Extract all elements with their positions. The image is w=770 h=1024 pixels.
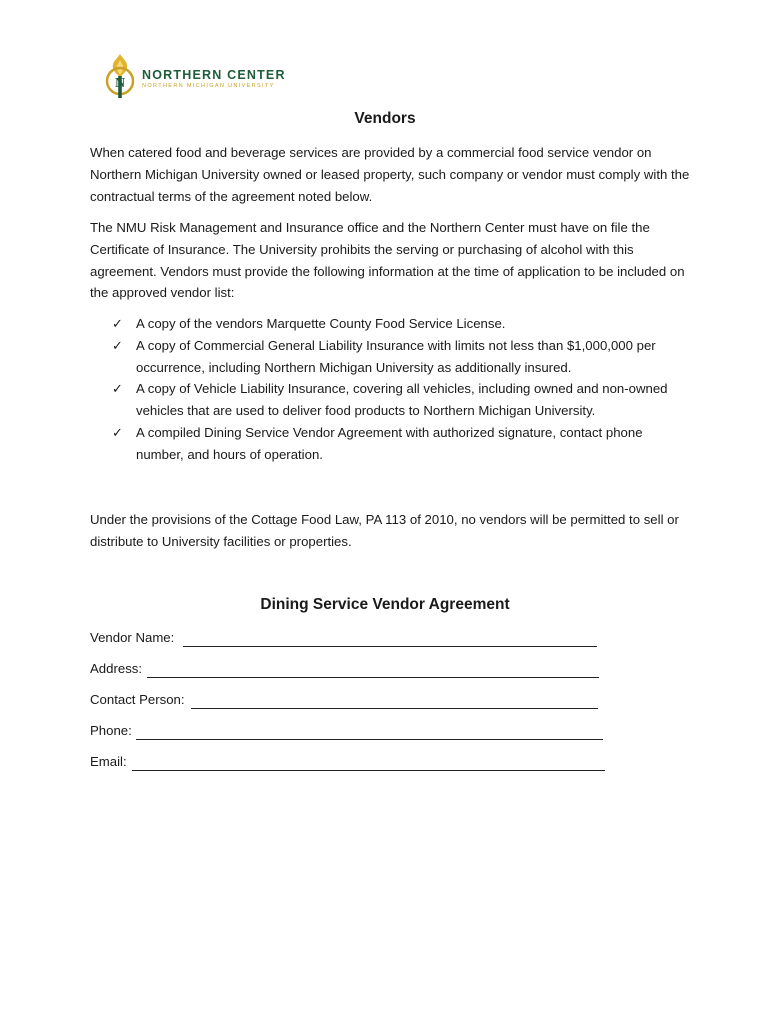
address-field[interactable] [147,677,599,678]
checklist-item-text: A copy of Vehicle Liability Insurance, covering all vehicles, including owned and non-owned vehicles that are used to deliver food products to Northern Michigan University. [136,381,668,419]
phone-field[interactable] [136,739,603,740]
contact-person-label: Contact Person: [90,692,185,707]
contact-person-field[interactable] [191,708,598,709]
logo-mark-letter: N [114,76,126,91]
nmu-torch-logo-icon [100,52,140,100]
form-row-contact-person [90,689,610,720]
cottage-food-paragraph: Under the provisions of the Cottage Food Law, PA 113 of 2010, no vendors will be permitted to sell or distribute to University facilities or properties. [90,512,679,549]
checklist-item-text: A copy of Commercial General Liability Insurance with limits not less than $1,000,000 per occurrence, including Northern Michigan University as additionally insured. [136,337,656,375]
vendor-agreement-form [90,627,610,782]
form-row-vendor-name [90,627,610,658]
vendor-name-field[interactable] [183,646,597,647]
requirements-paragraph: The NMU Risk Management and Insurance office and the Northern Center must have on file the Certificate of Insurance. The University prohibits the serving or purchasing of alcohol with this agreement. Vendors must provide the following information at the time of application to be included on the approved vendor list: [90,220,685,301]
checklist-item-text: A compiled Dining Service Vendor Agreement with authorized signature, contact phone number, and hours of operation. [136,424,643,462]
checkmark-icon: ✓ [112,381,123,397]
northern-center-logo [100,52,300,102]
form-row-email [90,751,610,782]
agreement-heading: Dining Service Vendor Agreement [260,596,510,613]
intro-paragraph: When catered food and beverage services are provided by a commercial food service vendor on Northern Michigan University owned or leased property, such company or vendor must comply with the contractual terms of the agreement noted below. [90,145,690,204]
checklist-item [112,313,692,335]
logo-subtitle: NORTHERN MICHIGAN UNIVERSITY [142,83,275,89]
email-field[interactable] [132,770,605,771]
form-row-address [90,658,610,689]
checklist-item [112,378,692,422]
checkmark-icon: ✓ [112,316,123,331]
checklist-item [112,335,692,379]
address-label: Address: [90,661,143,676]
form-row-phone [90,720,610,751]
checklist-item-text: A copy of the vendors Marquette County Food Service License. [136,316,506,331]
vendors-heading: Vendors [354,110,416,127]
email-label: Email: [90,754,127,769]
checklist-item [112,422,692,466]
checkmark-icon: ✓ [112,337,123,353]
logo-title: NORTHERN CENTER [142,68,286,82]
phone-label: Phone: [90,723,132,738]
checkmark-icon: ✓ [112,424,123,440]
vendor-name-label: Vendor Name: [90,630,175,645]
requirements-checklist [112,313,692,466]
